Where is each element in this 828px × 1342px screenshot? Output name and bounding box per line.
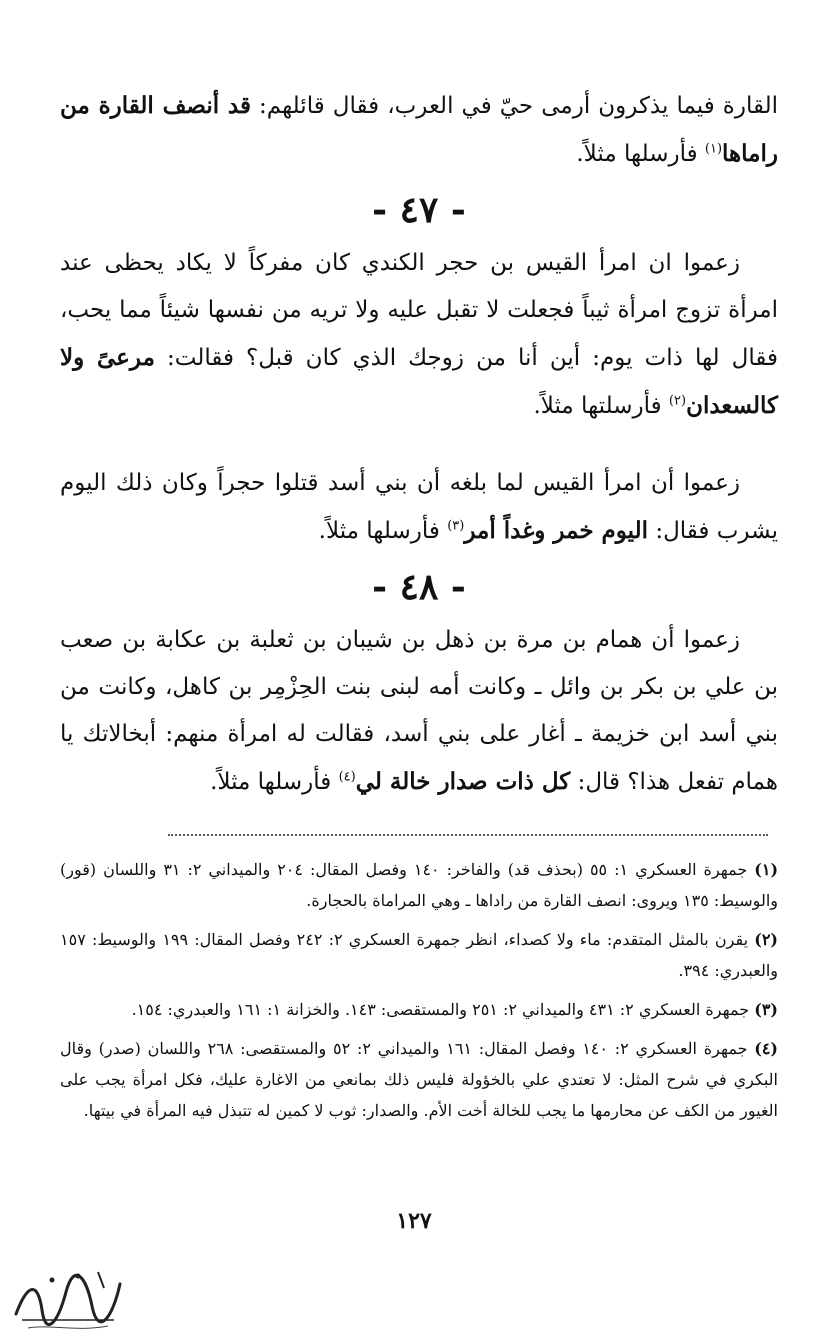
s47-p2-text: زعموا أن امرأ القيس لما بلغه أن بني أسد قتلوا حجراً وكان ذلك اليوم يشرب فقال:: [60, 470, 778, 544]
page-body: [60, 82, 778, 1134]
footnote-ref-4[interactable]: (٤): [338, 769, 356, 785]
footnote-3: [60, 994, 778, 1025]
footnote-number: (٢): [754, 930, 778, 949]
s47-p1-text: زعموا ان امرأ القيس بن حجر الكندي كان مفركاً لا يكاد يحظى عند امرأة تزوج امرأة ثيباً فجعلت لا تقبل عليه ولا تريه من نفسها شيئاً مما يحب، فقال لها ذات يوم: أين أنا من زوجك الذي كان قبل؟ فقالت:: [60, 250, 778, 371]
s47-p1-tail: فأرسلتها مثلاً.: [533, 393, 669, 419]
intro-text: القارة فيما يذكرون أرمى حيّ في العرب، فقال قائلهم:: [250, 93, 778, 119]
s47-p1-proverb: مرعىً ولا كالسعدان: [60, 344, 778, 419]
s47-p2-tail: فأرسلها مثلاً.: [318, 518, 448, 544]
section-heading-47: - ٤٧ -: [372, 189, 466, 231]
footnote-ref-1[interactable]: (١): [704, 141, 723, 157]
section-heading-48: - ٤٨ -: [372, 566, 466, 608]
footnote-4: [60, 1033, 778, 1126]
footnote-number: (٣): [754, 1000, 778, 1019]
section-47-paragraph-2: [60, 460, 778, 555]
s47-p2-proverb: اليوم خمر وغداً أمر: [464, 517, 649, 544]
page-number: ١٢٧: [396, 1208, 432, 1234]
intro-proverb: قد أنصف القارة من راماها: [60, 92, 778, 167]
intro-tail: فأرسلها مثلاً.: [576, 141, 705, 167]
s48-p1-proverb: كل ذات صدار خالة لي: [355, 768, 571, 795]
footnote-2: [60, 924, 778, 986]
footnote-text: جمهرة العسكري ٢: ٤٣١ والميداني ٢: ٢٥١ والمستقصى: ١٤٣. والخزانة ١: ١٦١ والعبدري: ١٥٤.: [131, 1000, 750, 1019]
footnote-separator: [168, 834, 768, 836]
footnote-ref-2[interactable]: (٢): [668, 393, 687, 409]
footnote-ref-3[interactable]: (٣): [447, 518, 465, 534]
paragraph-gap: [60, 430, 778, 460]
intro-paragraph: [60, 82, 778, 178]
footnote-1: [60, 854, 778, 916]
footnote-text: جمهرة العسكري ١: ٥٥ (بحذف قد) والفاخر: ١٤٠ وفصل المقال: ٢٠٤ والميداني ٢: ٣١ واللسان (قور) والوسيط: ١٣٥ ويروى: انصف القارة من راداها ـ وهي المراماة بالحجارة.: [60, 860, 778, 910]
section-48-paragraph-1: [60, 617, 778, 806]
footnote-number: (٤): [754, 1039, 778, 1058]
footnotes: [60, 854, 778, 1126]
s48-p1-text: زعموا أن همام بن مرة بن ذهل بن شيبان بن ثعلبة بن عكابة بن صعب بن علي بن بكر بن وائل ـ وكانت أمه لبنى بنت الحِزْمِر بن كاهل، وكانت من بني أسد ابن خزيمة ـ أغار على بني أسد، فقالت له امرأة منهم: أبخالاتك يا همام تفعل هذا؟ قال:: [60, 627, 778, 795]
s48-p1-tail: فأرسلها مثلاً.: [210, 769, 339, 795]
footnote-number: (١): [754, 860, 779, 879]
calligraphic-stamp-icon: [8, 1262, 128, 1334]
footnote-text: جمهرة العسكري ٢: ١٤٠ وفصل المقال: ١٦١ والميداني ٢: ٥٢ والمستقصى: ٢٦٨ واللسان (صدر) وقال البكري في شرح المثل: لا تعتدي علي بالخؤولة فليس ذلك بمانعي من الاغارة عليك، فكل امرأة يجب على الغيور من الكف عن محارمها ما يجب للخالة أخت الأم. والصدار: ثوب لا كمين له تتبذل فيه المرأة في بيتها.: [60, 1039, 778, 1120]
footnote-text: يقرن بالمثل المتقدم: ماء ولا كصداء، انظر جمهرة العسكري ٢: ٢٤٢ وفصل المقال: ١٩٩ والوسيط: ١٥٧ والعبدري: ٣٩٤.: [60, 930, 778, 980]
section-47-paragraph-1: [60, 240, 778, 430]
